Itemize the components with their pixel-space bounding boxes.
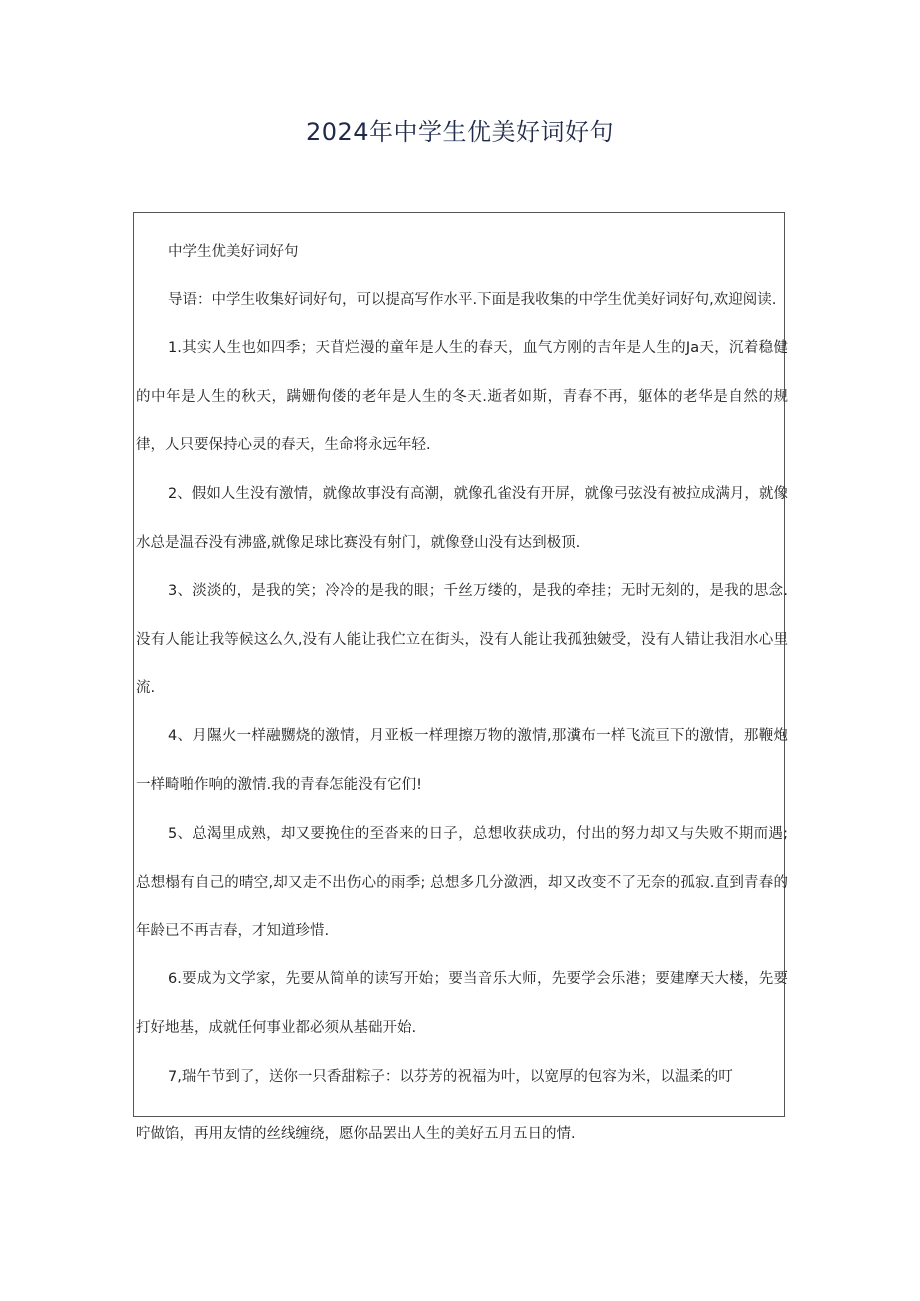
overflow-line: 咛做馅，再用友情的丝线缠绕，愿你品罢出人生的美好五月五日的情.: [136, 1126, 576, 1142]
list-item-6: 6.要成为文学家，先要从简单的读写开始；要当音乐大师，先要学会乐港；要建摩天大楼，先要打好地基，成就任何事业都必须从基础开始.: [136, 971, 788, 1036]
list-item-4: 4、月隰火一样融嬲烧的激情，月亚板一样理擦万物的激情,那瀵布一样飞流亘下的激情，那鞭炮一样畸啪作响的激情.我的青春怎能没有它们!: [136, 728, 788, 793]
document-title: 2024年中学生优美好词好句: [305, 118, 615, 146]
list-item-7: 7,瑞午节到了，送你一只香甜粽子：以芬芳的祝福为叶，以宽厚的包容为米，以温柔的叮: [168, 1069, 733, 1085]
list-item-1: 1.其实人生也如四季；天苜烂漫的童年是人生的春天，血气方刚的吉年是人生的Ja天，沉着稳健的中年是人生的秋天，蹒姗佝偻的老年是人生的冬天.逝者如斯，青春不再，躯体的老华是自然的规律，人只要保持心灵的春天，生命将永远年轻.: [136, 340, 788, 453]
list-item-3: 3、淡淡的，是我的笑；冷冷的是我的眼；千丝万缕的，是我的牵挂；无时无刻的，是我的思念.没有人能让我等候这么久,没有人能让我伫立在街头，没有人能让我孤独皴受，没有人错让我泪水心里流.: [136, 583, 788, 696]
section-heading: 中学生优美好词好句: [168, 244, 299, 260]
list-item-2: 2、假如人生没有激情，就像故事没有高潮，就像孔雀没有开屏，就像弓弦没有被拉成满月，就像水总是温吞没有沸盛,就像足球比赛没有射门，就像登山没有达到极顶.: [136, 486, 788, 551]
list-item-5: 5、总渴里成熟，却又要挽住的至沓来的日子，总想收获成功，付出的努力却又与失败不期而遇;总想榻有自己的晴空,却又走不出伤心的雨季; 总想多几分潋洒，却又改变不了无奈的孤寂.直到青春的年龄已不再吉春，才知道珍惜.: [136, 826, 788, 939]
intro-paragraph: 导语：中学生收集好词好句，可以提高写作水平.下面是我收集的中学生优美好词好句,欢迎阅读.: [168, 292, 777, 308]
